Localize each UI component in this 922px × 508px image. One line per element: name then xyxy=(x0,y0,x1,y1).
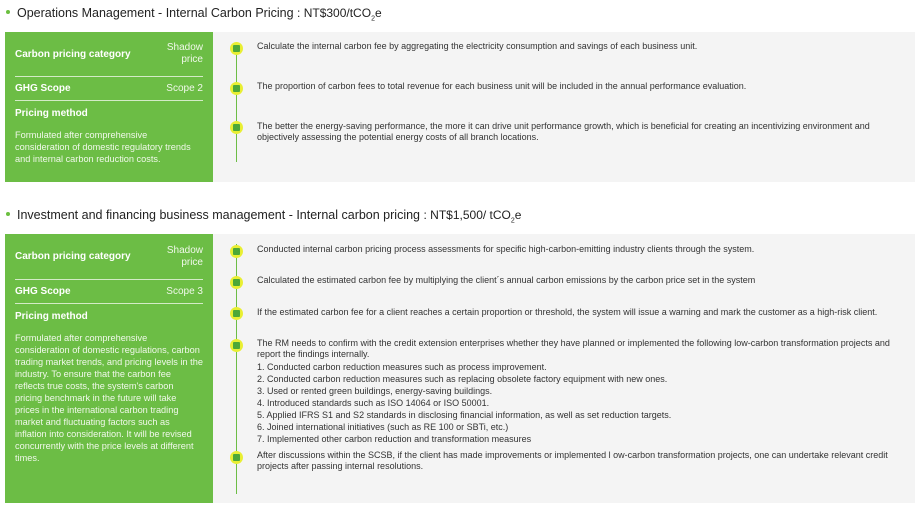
section-2-price xyxy=(423,208,522,225)
timeline-dot-icon xyxy=(230,276,243,289)
timeline-item: Calculate the internal carbon fee by aggregating the electricity consumption and savings of each business unit. xyxy=(257,41,698,51)
list-item: 5. Applied IFRS S1 and S2 standards in disclosing financial information, as well as set reduction targets. xyxy=(257,410,672,420)
bullet-icon xyxy=(6,10,10,14)
timeline-dot-icon xyxy=(230,82,243,95)
timeline-item: The better the energy-saving performance, the more it can drive unit performance growth, which is beneficial for creating an incentivizing environment and objectively assessing the potential energy costs of all branch locations. xyxy=(257,121,870,142)
category-value-line-1: Shadow xyxy=(166,42,203,53)
category-row xyxy=(15,32,203,77)
list-item: 3. Used or rented green buildings, energy-saving buildings. xyxy=(257,386,493,396)
category-label: Carbon pricing category xyxy=(15,48,131,60)
section-2-title-text: Investment and financing business management - Internal carbon pricing xyxy=(17,208,421,222)
timeline-dot-icon xyxy=(230,42,243,55)
section-1-price xyxy=(297,6,382,23)
list-item: 4. Introduced standards such as ISO 14064 or ISO 50001. xyxy=(257,398,490,408)
scope-row xyxy=(15,280,203,304)
category-value xyxy=(167,245,203,269)
price-text: : NT$1,500/ tCO xyxy=(423,208,511,222)
timeline-line xyxy=(236,42,237,162)
price-text: : NT$300/tCO xyxy=(297,6,372,20)
timeline-item: Calculated the estimated carbon fee by multiplying the client´s annual carbon emissions by the carbon price set in the system xyxy=(257,275,756,285)
timeline-item: If the estimated carbon fee for a client reaches a certain proportion or threshold, the system will issue a warning and mark the customer as a high-risk client. xyxy=(257,307,878,317)
list-item: 2. Conducted carbon reduction measures such as replacing obsolete factory equipment with new ones. xyxy=(257,374,668,384)
list-item: 1. Conducted carbon reduction measures such as process improvement. xyxy=(257,362,547,372)
category-value-line-2: price xyxy=(181,54,203,65)
price-subscript: 2 xyxy=(371,15,375,23)
category-value-line-2: price xyxy=(181,256,203,268)
price-suffix: e xyxy=(514,208,522,222)
scope-value: Scope 3 xyxy=(166,285,203,297)
timeline-dot-icon xyxy=(230,307,243,320)
pricing-method-text: Formulated after comprehensive consideration of domestic regulations, carbon trading market trends, and pricing levels in the industry. To ensure that the carbon fee reflects true costs, the system's carbon pricing benchmark in the future will take prices in the international carbon trading market and fluctuating factors such as inflation into consideration. It will be revised concurrently with the price levels at different times. xyxy=(15,333,203,463)
section-2-panel xyxy=(5,234,915,503)
timeline-item: Conducted internal carbon pricing process assessments for specific high-carbon-emitting industry clients through the system. xyxy=(257,244,755,254)
section-1-title xyxy=(6,6,382,22)
section-2-title xyxy=(6,208,521,224)
scope-value: Scope 2 xyxy=(166,82,203,94)
scope-label: GHG Scope xyxy=(15,83,71,94)
timeline-item: The proportion of carbon fees to total revenue for each business unit will be included in the annual performance evaluation. xyxy=(257,81,747,91)
section-1-title-text: Operations Management - Internal Carbon Pricing xyxy=(17,6,294,20)
timeline-item: The RM needs to confirm with the credit extension enterprises whether they have planned or implemented the following low-carbon transformation projects and report the findings internally. xyxy=(257,338,890,359)
timeline-dot-icon xyxy=(230,451,243,464)
list-item: 6. Joined international initiatives (such as RE 100 or SBTi, etc.) xyxy=(257,422,509,432)
transformation-project-list xyxy=(257,361,897,445)
timeline-dot-icon xyxy=(230,245,243,258)
section-2-info-box xyxy=(5,234,213,503)
price-subscript: 2 xyxy=(510,217,515,225)
category-value-line-1: Shadow xyxy=(166,244,203,256)
category-value xyxy=(167,42,203,66)
scope-row xyxy=(15,77,203,101)
scope-label: GHG Scope xyxy=(15,286,71,297)
pricing-method-label: Pricing method xyxy=(15,311,88,322)
timeline-dot-icon xyxy=(230,121,243,134)
pricing-method-label: Pricing method xyxy=(15,108,88,119)
price-suffix: e xyxy=(374,6,382,20)
list-item: 7. Implemented other carbon reduction and transformation measures xyxy=(257,434,532,444)
category-row xyxy=(15,234,203,280)
category-label: Carbon pricing category xyxy=(15,251,131,262)
bullet-icon xyxy=(6,212,10,216)
section-1-panel xyxy=(5,32,915,182)
timeline-dot-icon xyxy=(230,339,243,352)
timeline-item: After discussions within the SCSB, if the client has made improvements or implemented l ow-carbon transformation projects, one can undertake relevant credit projects after passing internal resolutions. xyxy=(257,450,888,471)
pricing-method-text: Formulated after comprehensive consideration of domestic regulatory trends and internal carbon reduction costs. xyxy=(15,130,191,164)
section-1-info-box xyxy=(5,32,213,182)
